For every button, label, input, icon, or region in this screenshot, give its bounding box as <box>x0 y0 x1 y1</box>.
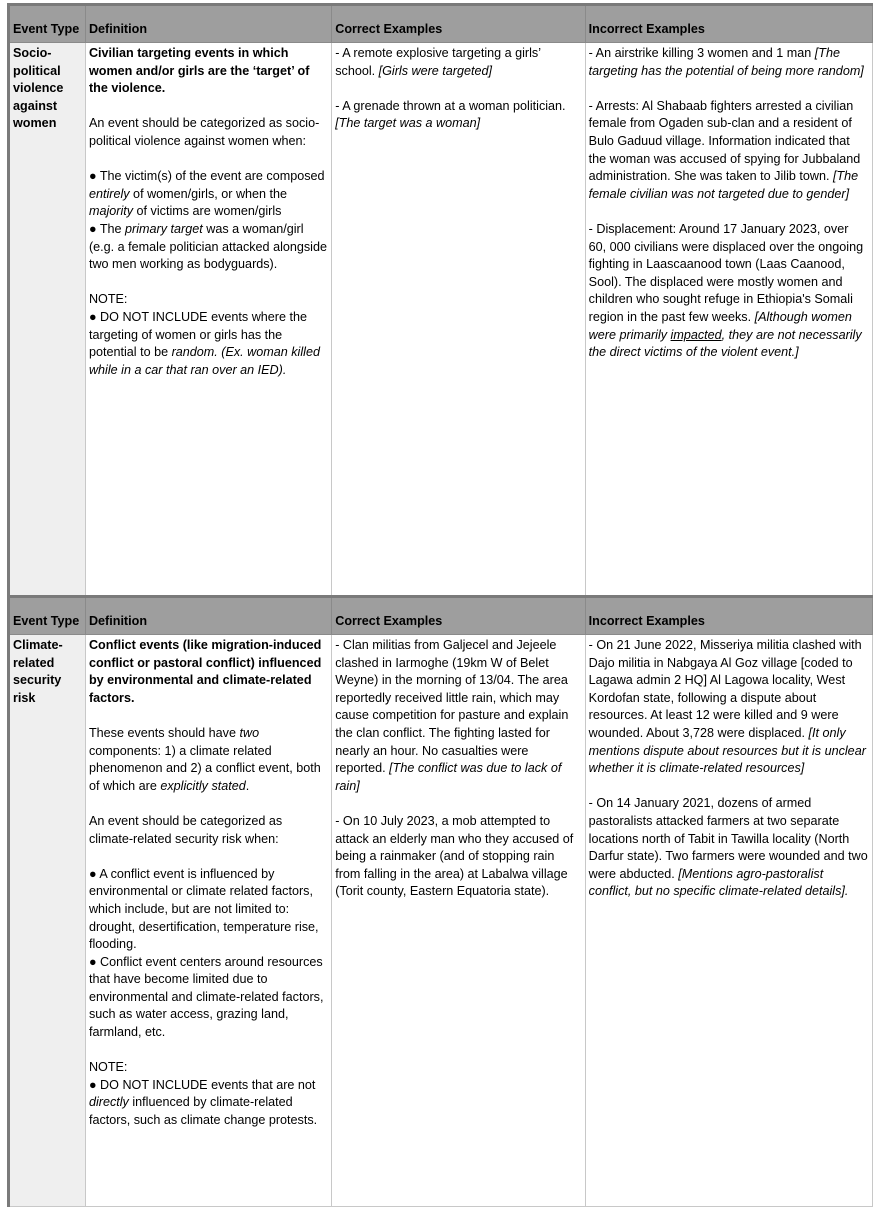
header-definition[interactable]: Definition <box>85 597 331 635</box>
header-row <box>9 5 873 43</box>
definition-lead: Civilian targeting events in which women and/or girls are the ‘target’ of the violence. <box>88 46 310 96</box>
components-paragraph: These events should have two components: 1) a climate related phenomenon and 2) a conflict event, both of which are explicitly stated. <box>88 725 321 793</box>
climate-table <box>7 595 873 1207</box>
incorrect-example-1: - On 21 June 2022, Misseriya militia clashed with Dajo militia in Nabgaya Al Goz village [coded to Lagawa admin 2 HQ] Al Lagowa locality, West Kordofan state, following a dispute about resources. At least 12 were killed and 9 were wounded. About 3,728 were displaced. [It only mentions dispute about resources but it is unclear whether it is climate-related resources] <box>588 638 866 776</box>
correct-example-2: - On 10 July 2023, a mob attempted to attack an elderly man who they accused of being a rainmaker (and of stopping rain from falling in the area) at Labalwa village (Torit county, Eastern Equatoria state). <box>335 813 574 899</box>
incorrect-example-2: - Arrests: Al Shabaab fighters arrested a civilian female from Ogaden sub-clan and a resident of Bulo Gaduud village. Information indicated that the woman was accused of spying for Jubbaland administration. She was taken to Jilib town. [The female civilian was not targeted due to gender] <box>588 98 861 201</box>
header-correct-examples[interactable]: Correct Examples <box>332 5 585 43</box>
header-definition[interactable]: Definition <box>85 5 331 43</box>
criterion-1: ● The victim(s) of the event are composed entirely of women/girls, or when the majority of victims are women/girls <box>88 169 325 219</box>
note-exclusion: ● DO NOT INCLUDE events where the targeting of women or girls has the potential to be random. (Ex. woman killed while in a car that ran over an IED). <box>88 309 320 377</box>
table-row <box>9 635 873 1207</box>
header-incorrect-examples[interactable]: Incorrect Examples <box>585 597 872 635</box>
definition-lead: Conflict events (like migration-induced conflict or pastoral conflict) influenced by environmental and climate-related factors. <box>88 638 322 705</box>
table-row <box>9 43 873 599</box>
event-type-cell[interactable]: Climate-related security risk <box>9 635 86 1207</box>
correct-examples-cell[interactable] <box>332 43 585 599</box>
correct-examples-cell[interactable] <box>332 635 585 1207</box>
note-exclusion: ● DO NOT INCLUDE events that are not directly influenced by climate-related factors, such as climate change protests. <box>88 1077 318 1128</box>
correct-example-1: - A remote explosive targeting a girls’ school. [Girls were targeted] <box>335 46 541 78</box>
incorrect-example-1: - An airstrike killing 3 women and 1 man [The targeting has the potential of being more random] <box>588 46 864 78</box>
header-event-type[interactable]: Event Type <box>9 597 86 635</box>
criterion-1: ● A conflict event is influenced by environmental or climate related factors, which include, but are not limited to: drought, desertification, temperature rise, flooding. <box>88 866 319 952</box>
correct-example-2: - A grenade thrown at a woman politician. [The target was a woman] <box>335 98 566 131</box>
header-event-type[interactable]: Event Type <box>9 5 86 43</box>
incorrect-examples-cell[interactable] <box>585 635 872 1207</box>
incorrect-example-3: - Displacement: Around 17 January 2023, over 60, 000 civilians were displaced over the ongoing fighting in Laascaanood town (Laas Caanood, Sool). The displaced were mostly women and children who sought refuge in Ethiopia's Somali region in the past few weeks. [Although women were primarily impacted, they are not necessarily the direct victims of the violent event.] <box>588 221 864 360</box>
header-correct-examples[interactable]: Correct Examples <box>332 597 585 635</box>
criterion-2: ● Conflict event centers around resources that have become limited due to environmental and climate-related factors, such as water access, grazing land, farmland, etc. <box>88 954 324 1040</box>
definition-intro: An event should be categorized as socio-political violence against women when: <box>88 116 320 148</box>
definition-cell[interactable] <box>85 43 331 599</box>
definition-intro: An event should be categorized as climate-related security risk when: <box>88 813 283 846</box>
incorrect-example-2: - On 14 January 2021, dozens of armed pastoralists attacked farmers at two separate locations north of Tabit in Tawilla locality (North Darfur state). Two farmers were wounded and two were abducted. [Mentions agro-pastoralist conflict, but no specific climate-related details]. <box>588 796 868 899</box>
definition-cell[interactable] <box>85 635 331 1207</box>
note-label: NOTE: <box>88 1060 128 1075</box>
event-type-cell[interactable]: Socio-political violence against women <box>9 43 86 599</box>
correct-example-1: - Clan militias from Galjecel and Jejeele clashed in Iarmoghe (19km W of Belet Weyne) in the morning of 13/04. The area reportedly received little rain, which may cause competition for pasture and explain the clan conflict. The fighting lasted for nearly an hour. No casualties were reported. [The conflict was due to lack of rain] <box>335 638 569 793</box>
note-label: NOTE: <box>88 292 128 307</box>
header-incorrect-examples[interactable]: Incorrect Examples <box>585 5 872 43</box>
svaw-table <box>7 3 873 599</box>
incorrect-examples-cell[interactable] <box>585 43 872 599</box>
criterion-2: ● The primary target was a woman/girl (e.g. a female politician attacked alongside two men working as bodyguards). <box>88 221 327 272</box>
header-row <box>9 597 873 635</box>
